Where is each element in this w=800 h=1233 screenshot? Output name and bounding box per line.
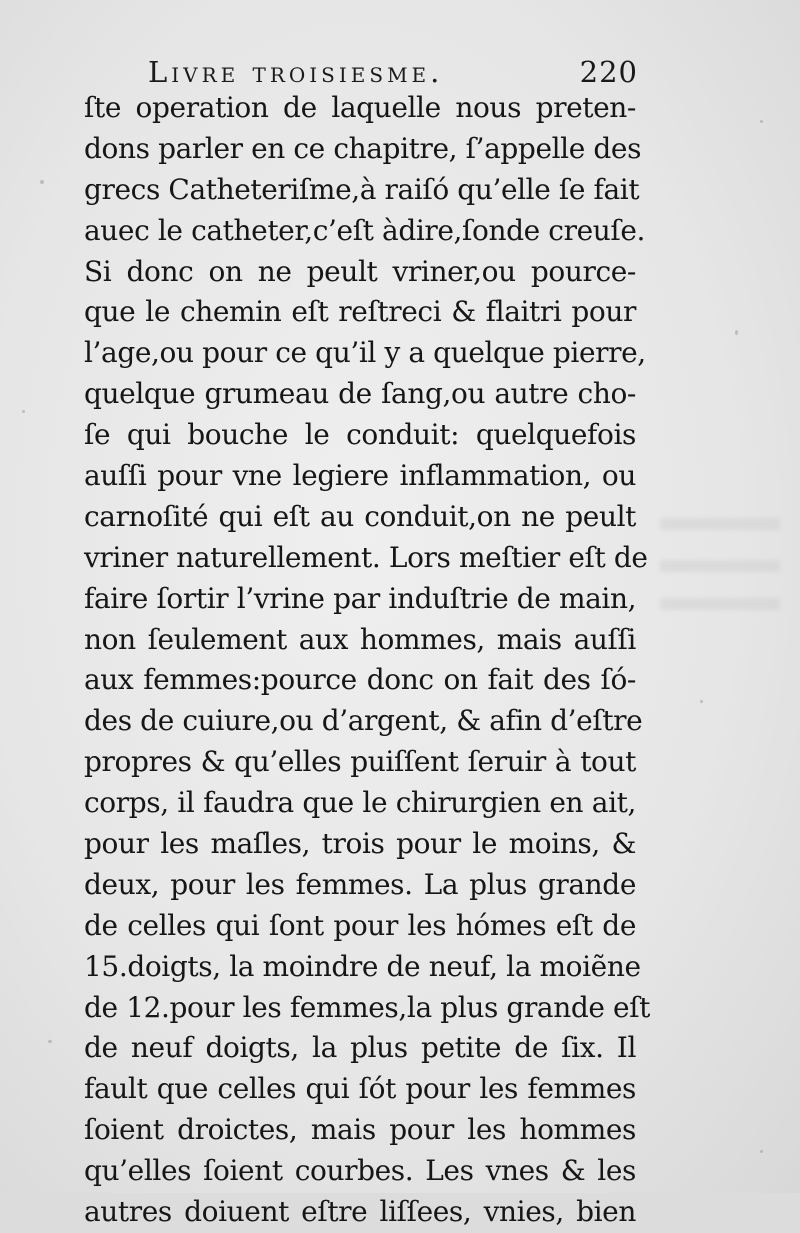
text-line: l’age,ou pour ce qu’il y a quelque pierre, xyxy=(84,336,646,370)
text-line: ſe qui bouche le conduit: quelquefois xyxy=(84,418,636,452)
text-line: des de cuiure,ou d’argent, & afin d’eſtre xyxy=(84,704,643,738)
paper-speck xyxy=(735,330,738,335)
page-number: 220 xyxy=(579,55,638,89)
running-title: Livre troisiesme. xyxy=(148,55,444,89)
text-line: vriner naturellement. Lors meſtier eſt de xyxy=(84,540,648,574)
paper-speck xyxy=(760,120,763,123)
text-line: grecs Catheteriſme,à raiſó qu’elle ſe fait xyxy=(84,172,640,206)
text-line: 15.doigts, la moindre de neuf, la moiẽne xyxy=(84,949,641,983)
page-header xyxy=(148,52,638,92)
text-line: dons parler en ce chapitre, ſ’appelle des xyxy=(84,131,642,165)
text-line: de celles qui ſont pour les hómes eſt de xyxy=(84,908,636,942)
text-line: quelque grumeau de ſang,ou autre cho- xyxy=(84,377,636,411)
paper-speck xyxy=(40,180,44,184)
paper-speck xyxy=(48,1040,52,1043)
text-line: non ſeulement aux hommes, mais auſſi xyxy=(84,622,636,656)
paper-speck xyxy=(22,410,25,413)
text-line: ſoient droictes, mais pour les hommes xyxy=(84,1113,636,1147)
text-line: propres & qu’elles puiſſent ſeruir à tout xyxy=(84,745,636,779)
text-line: de 12.pour les femmes,la plus grande eſt xyxy=(84,990,651,1024)
paper-speck xyxy=(760,1150,763,1153)
text-line: faire ſortir l’vrine par induſtrie de main, xyxy=(84,581,637,615)
text-line: qu’elles ſoient courbes. Les vnes & les xyxy=(84,1154,636,1188)
paper-speck xyxy=(700,700,703,703)
show-through-smudge xyxy=(660,560,780,572)
text-line: fault que celles qui ſót pour les femmes xyxy=(84,1072,636,1106)
text-line: de neuf doigts, la plus petite de ſix. Il xyxy=(84,1031,636,1065)
text-line: aux femmes:pource donc on fait des ſó- xyxy=(84,663,636,697)
text-line: auec le catheter,c’eſt àdire,ſonde creuſe. xyxy=(84,213,646,247)
text-line: auſſi pour vne legiere inflammation, ou xyxy=(84,459,636,493)
text-line: pour les maſles, trois pour le moins, & xyxy=(84,827,636,861)
show-through-smudge xyxy=(660,518,780,530)
text-line: Si donc on ne peult vriner,ou pource- xyxy=(84,254,636,288)
show-through-smudge xyxy=(660,598,780,610)
text-line: autres doiuent eſtre liſſees, vnies, bien xyxy=(84,1195,636,1229)
body-text xyxy=(84,88,651,1233)
text-line: ſte operation de laquelle nous preten- xyxy=(84,91,636,124)
text-line: deux, pour les femmes. La plus grande xyxy=(84,867,636,901)
text-line: que le chemin eſt reſtreci & flaitri pour xyxy=(84,295,636,329)
text-line: carnoſité qui eſt au conduit,on ne peult xyxy=(84,499,636,533)
text-line: corps, il faudra que le chirurgien en ait, xyxy=(84,786,636,820)
